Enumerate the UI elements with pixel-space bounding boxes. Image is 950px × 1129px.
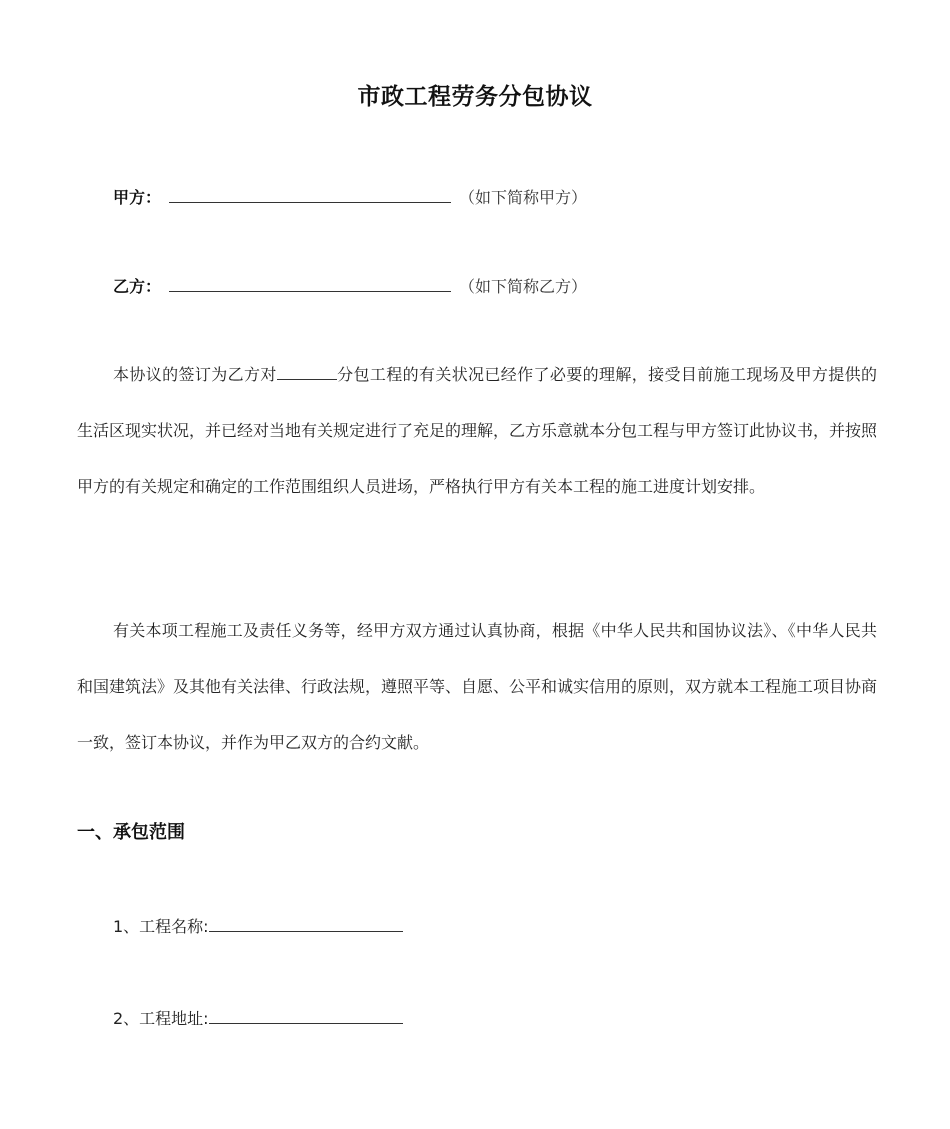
intro-paragraph — [77, 347, 877, 515]
party-a-line — [113, 186, 587, 209]
project-name-blank[interactable] — [277, 365, 337, 380]
intro-text-after-blank: 分包工程的有关状况已经作了必要的理解，接受目前施工现场及甲方提供的生活区现实状况，并已经对当地有关规定进行了充足的理解，乙方乐意就本分包工程与甲方签订此协议书，并按照甲方的有关规定和确定的工作范围组织人员进场，严格执行甲方有关本工程的施工进度计划安排。 — [77, 365, 878, 496]
item-project-name-label: 1、工程名称: — [113, 917, 209, 936]
item-project-name-blank[interactable] — [209, 915, 403, 932]
party-b-label: 乙方： — [113, 277, 162, 296]
legal-basis-paragraph: 有关本项工程施工及责任义务等，经甲方双方通过认真协商，根据《中华人民共和国协议法》、《中华人民共和国建筑法》及其他有关法律、行政法规，遵照平等、自愿、公平和诚实信用的原则，双方就本工程施工项目协商一致，签订本协议，并作为甲乙双方的合约文献。 — [77, 621, 878, 752]
item-project-address-label: 2、工程地址: — [113, 1009, 209, 1028]
item-project-name — [113, 915, 403, 938]
party-b-blank[interactable] — [169, 275, 451, 292]
party-b-note: （如下简称乙方） — [459, 277, 588, 296]
item-project-address — [113, 1007, 403, 1030]
party-a-blank[interactable] — [169, 186, 451, 203]
document-title: 市政工程劳务分包协议 — [357, 84, 593, 110]
intro-text-before-blank: 本协议的签订为乙方对 — [113, 365, 277, 384]
party-a-note: （如下简称甲方） — [459, 188, 588, 207]
section-heading-scope: 一、承包范围 — [77, 822, 185, 843]
item-project-address-blank[interactable] — [209, 1007, 403, 1024]
party-a-label: 甲方： — [113, 188, 162, 207]
party-b-line — [113, 275, 587, 298]
